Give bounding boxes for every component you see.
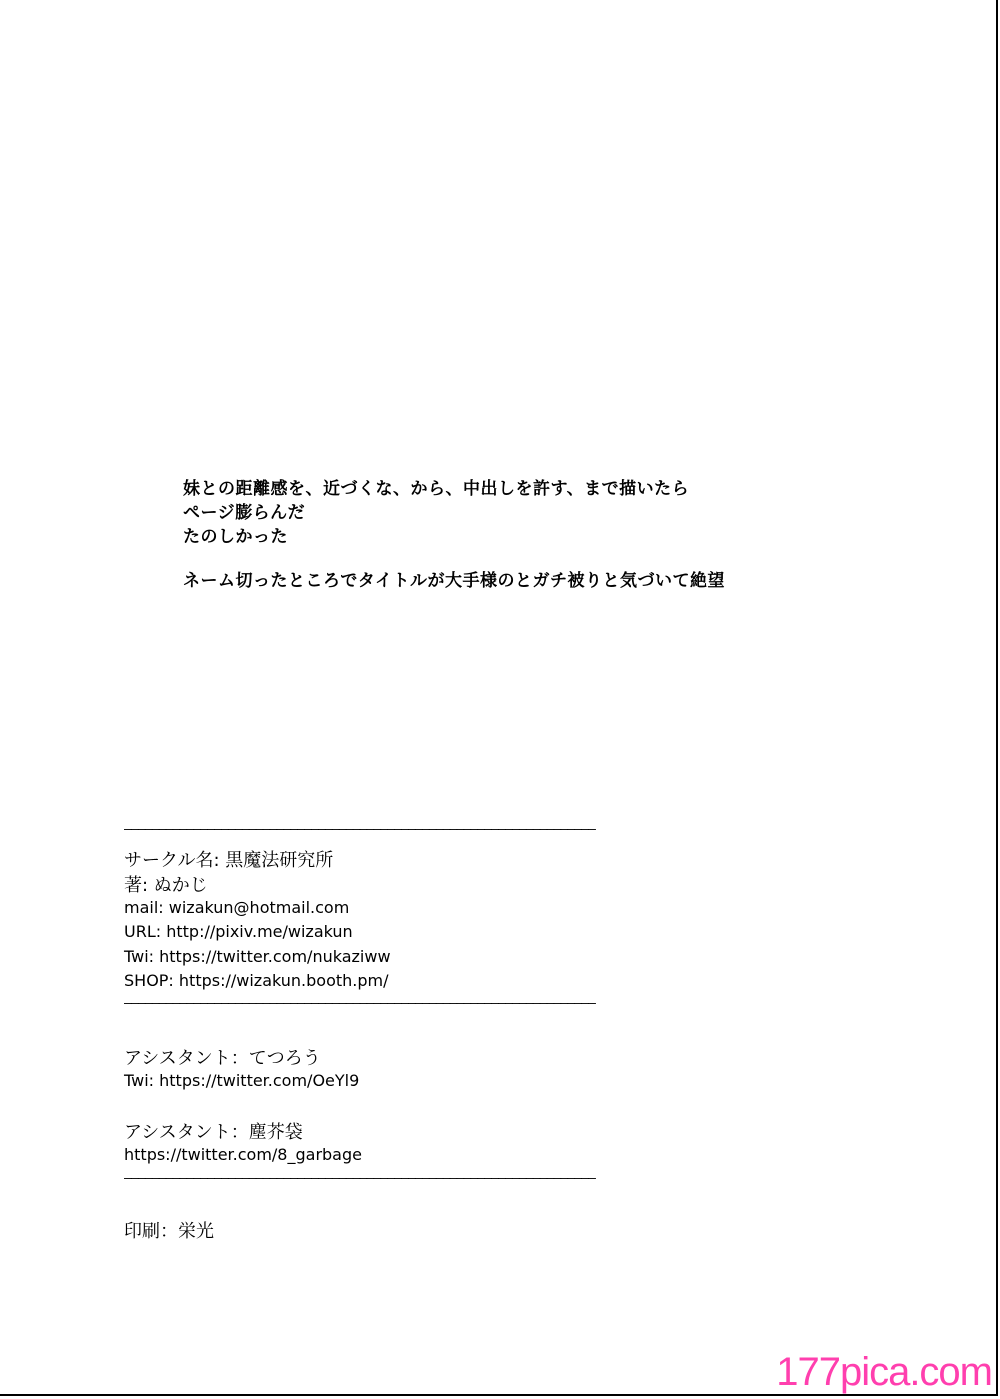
afterword-gap: [183, 549, 725, 569]
url-link[interactable]: URL: http://pixiv.me/wizakun: [124, 922, 353, 941]
assistant-1-name: アシスタント：てつろう: [124, 1048, 321, 1069]
author-name: 著: ぬかじ: [124, 875, 208, 896]
afterword-text: [183, 477, 725, 593]
afterword-line-3: たのしかった: [183, 527, 288, 547]
circle-name: サークル名: 黒魔法研究所: [124, 850, 334, 871]
watermark-logo: 177pica.com: [776, 1350, 992, 1394]
afterword-line-4: ネーム切ったところでタイトルが大手様のとガチ被りと気づいて絶望: [183, 571, 725, 591]
afterword-line-1: 妹との距離感を、近づくな、から、中出しを許す、まで描いたら: [183, 479, 690, 499]
printer-name: 印刷：栄光: [124, 1221, 214, 1242]
assistant-2-twitter-link[interactable]: https://twitter.com/8_garbage: [124, 1145, 362, 1164]
shop-link[interactable]: SHOP: https://wizakun.booth.pm/: [124, 971, 389, 990]
separator-middle: ————————————————————————————————————————————————————————————————————: [124, 997, 596, 1011]
afterword-line-2: ページ膨らんだ: [183, 503, 306, 523]
assistant-1-twitter-link[interactable]: Twi: https://twitter.com/OeYl9: [124, 1071, 360, 1090]
separator-top: ————————————————————————————————————————————————————————————————————: [124, 823, 596, 837]
mail-link[interactable]: mail: wizakun@hotmail.com: [124, 898, 350, 917]
separator-bottom: ————————————————————————————————————————————————————————————————————: [124, 1172, 596, 1186]
assistant-2-name: アシスタント：塵芥袋: [124, 1122, 303, 1143]
twitter-link[interactable]: Twi: https://twitter.com/nukaziww: [124, 947, 391, 966]
